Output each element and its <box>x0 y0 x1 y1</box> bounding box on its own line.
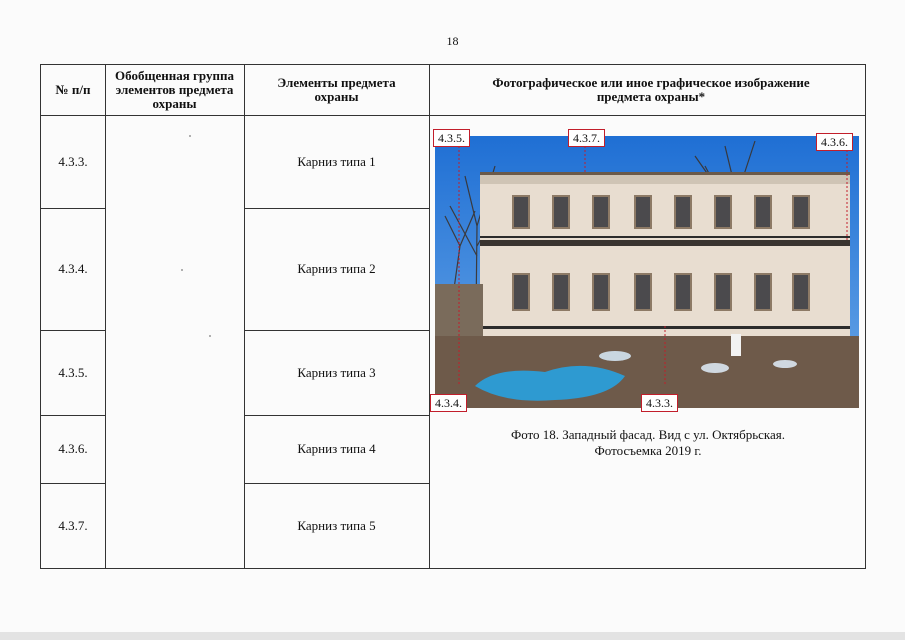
marker-label: 4.3.3. <box>641 394 678 412</box>
header-group: Обобщенная группа элементов предмета охраны <box>115 68 234 111</box>
row-element: Карниз типа 4 <box>297 441 376 456</box>
header-photo: Фотографическое или иное графическое изображение предмета охраны* <box>492 75 810 104</box>
marker-label: 4.3.5. <box>433 129 470 147</box>
marker-label: 4.3.6. <box>816 133 853 151</box>
marker-label: 4.3.4. <box>430 394 467 412</box>
page-number: 18 <box>446 34 459 48</box>
row-element: Карниз типа 2 <box>297 261 376 276</box>
caption-line: Фотосъемка 2019 г. <box>594 443 702 458</box>
header-num: № п/п <box>55 82 91 97</box>
row-element: Карниз типа 1 <box>297 153 376 169</box>
row-num: 4.3.4. <box>58 261 88 276</box>
facade-image <box>435 136 859 408</box>
header-elements: Элементы предмета охраны <box>277 75 396 104</box>
page-bottom-edge <box>0 632 905 640</box>
row-num: 4.3.3. <box>58 153 88 169</box>
row-num: 4.3.6. <box>58 441 88 456</box>
row-num: 4.3.7. <box>58 517 88 533</box>
row-num: 4.3.5. <box>58 364 88 380</box>
photo-caption <box>429 427 867 459</box>
caption-line: Фото 18. Западный фасад. Вид с ул. Октябрьская. <box>510 427 786 442</box>
row-element: Карниз типа 5 <box>297 517 376 533</box>
building-photo <box>435 136 859 408</box>
protection-table <box>40 64 866 569</box>
marker-label: 4.3.7. <box>568 129 605 147</box>
row-element: Карниз типа 3 <box>297 364 376 380</box>
